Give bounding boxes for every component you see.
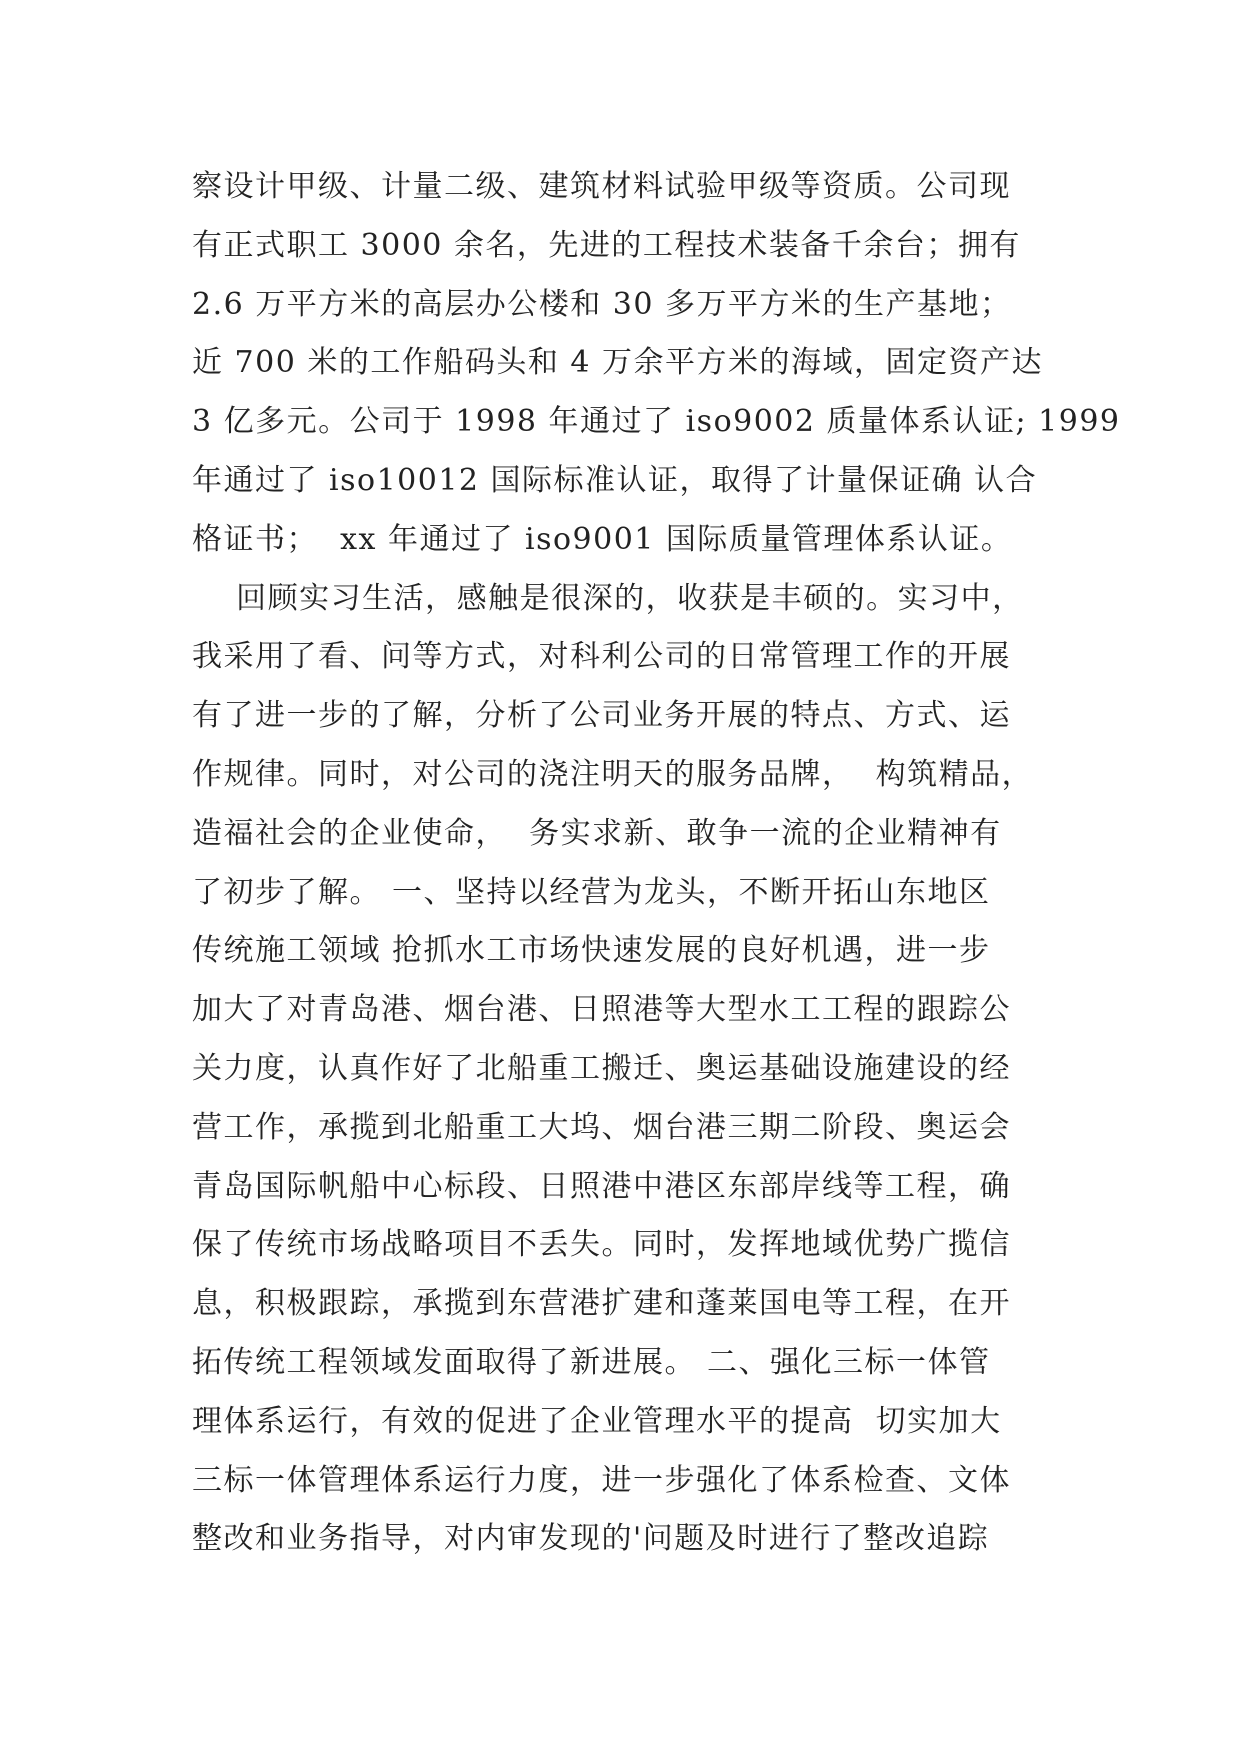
- text-line: 了初步了解。 一、坚持以经营为龙头，不断开拓山东地区: [192, 874, 991, 910]
- text-line: 关力度，认真作好了北船重工搬迁、奥运基础设施建设的经: [192, 1050, 1011, 1086]
- text-line: 造福社会的企业使命， 务实求新、敢争一流的企业精神有: [192, 815, 1002, 851]
- text-line: 近 700 米的工作船码头和 4 万余平方米的海域，固定资产达: [192, 345, 1043, 381]
- text-line: 保了传统市场战略项目不丢失。同时，发挥地域优势广揽信: [192, 1227, 1011, 1263]
- text-line: 理体系运行，有效的促进了企业管理水平的提高 切实加大: [192, 1403, 1002, 1439]
- text-line: 3 亿多元。公司于 1998 年通过了 iso9002 质量体系认证; 1999: [192, 404, 1121, 440]
- text-line: 整改和业务指导，对内审发现的'问题及时进行了整改追踪: [192, 1521, 990, 1557]
- text-line: 营工作，承揽到北船重工大坞、烟台港三期二阶段、奥运会: [192, 1109, 1011, 1145]
- text-line: 作规律。同时，对公司的浇注明天的服务品牌， 构筑精品，: [192, 756, 1034, 792]
- text-line: 有正式职工 3000 余名，先进的工程技术装备千余台；拥有: [192, 227, 1021, 263]
- text-line: 加大了对青岛港、烟台港、日照港等大型水工工程的跟踪公: [192, 992, 1011, 1028]
- text-line: 我采用了看、问等方式，对科利公司的日常管理工作的开展: [192, 639, 1011, 675]
- text-line: 三标一体管理体系运行力度，进一步强化了体系检查、文体: [192, 1462, 1011, 1498]
- text-line: 息，积极跟踪，承揽到东营港扩建和蓬莱国电等工程，在开: [192, 1286, 1011, 1322]
- text-line: 青岛国际帆船中心标段、日照港中港区东部岸线等工程，确: [192, 1168, 1011, 1204]
- text-line: 传统施工领域 抢抓水工市场快速发展的良好机遇，进一步: [192, 933, 991, 969]
- text-line: 格证书； xx 年通过了 iso9001 国际质量管理体系认证。: [192, 521, 1013, 557]
- text-line: 察设计甲级、计量二级、建筑材料试验甲级等资质。公司现: [192, 169, 1011, 204]
- text-line: 2.6 万平方米的高层办公楼和 30 多万平方米的生产基地；: [192, 286, 1012, 322]
- text-line: 有了进一步的了解，分析了公司业务开展的特点、方式、运: [192, 698, 1011, 734]
- paragraph-start-line: 回顾实习生活，感触是很深的，收获是丰硕的。实习中，: [192, 580, 1024, 616]
- document-body: [192, 158, 1121, 1569]
- text-line: 年通过了 iso10012 国际标准认证，取得了计量保证确 认合: [192, 462, 1038, 498]
- text-line: 拓传统工程领域发面取得了新进展。 二、强化三标一体管: [192, 1344, 991, 1380]
